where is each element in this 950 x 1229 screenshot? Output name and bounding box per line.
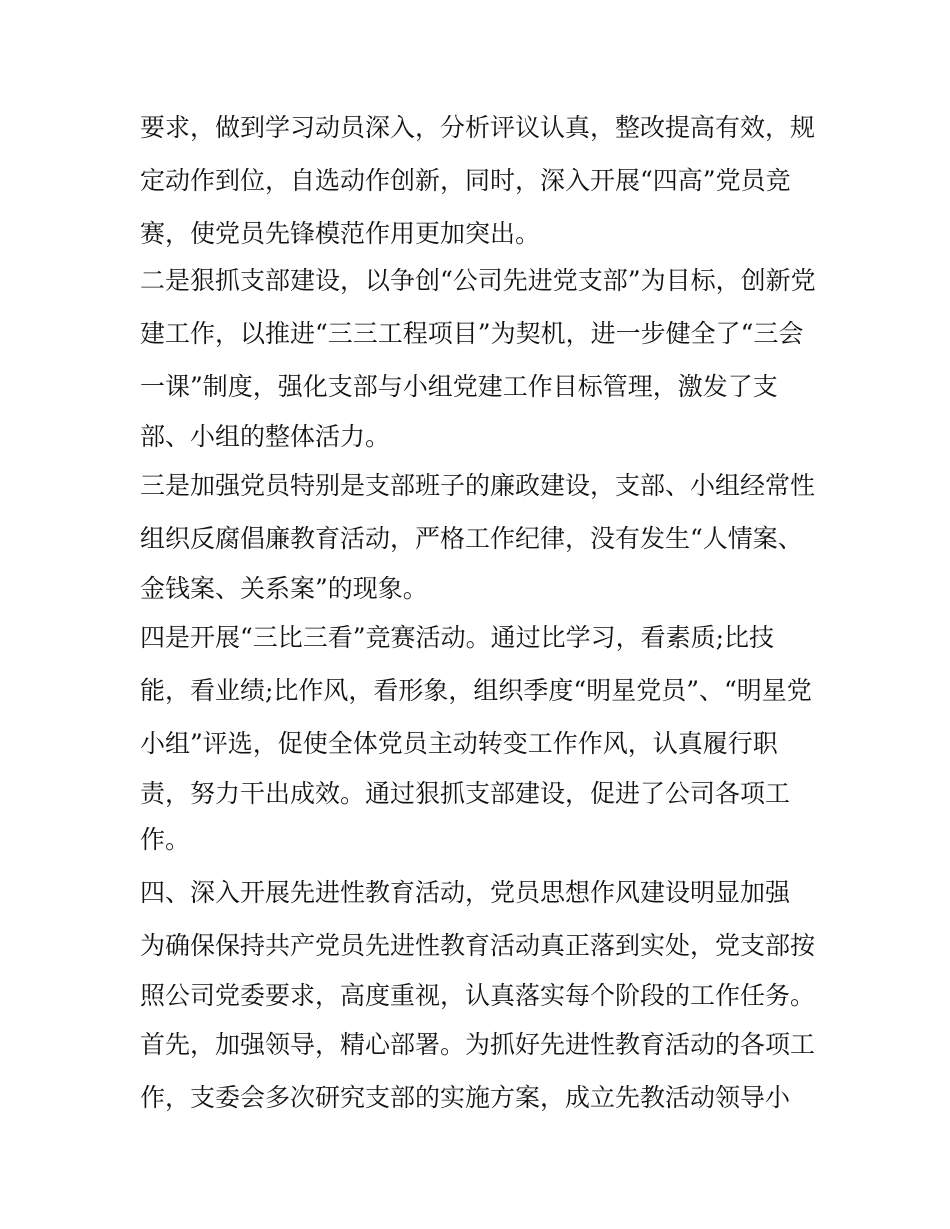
text-line: 能，看业绩;比作风，看形象，组织季度“明星党员”、“明星党	[140, 676, 812, 705]
text-line: 作。	[140, 825, 191, 854]
text-line: 小组”评选，促使全体党员主动转变工作作风，认真履行职	[140, 729, 778, 758]
text-line: 组织反腐倡廉教育活动，严格工作纪律，没有发生“人情案、	[140, 524, 803, 553]
text-line: 责，努力干出成效。通过狠抓支部建设，促进了公司各项工	[140, 779, 791, 808]
text-line: 作，支委会多次研究支部的实施方案，成立先教活动领导小	[140, 1083, 791, 1112]
text-line: 二是狠抓支部建设，以争创“公司先进党支部”为目标，创新党	[140, 266, 816, 295]
text-line: 建工作，以推进“三三工程项目”为契机，进一步健全了“三会	[140, 319, 804, 348]
text-line: 为确保保持共产党员先进性教育活动真正落到实处，党支部按	[140, 931, 816, 960]
text-line: 首先，加强领导，精心部署。为抓好先进性教育活动的各项工	[140, 1030, 816, 1059]
text-line: 定动作到位，自选动作创新，同时，深入开展“四高”党员竞	[140, 166, 791, 195]
text-line: 四是开展“三比三看”竞赛活动。通过比学习，看素质;比技	[140, 623, 774, 652]
text-line: 三是加强党员特别是支部班子的廉政建设，支部、小组经常性	[140, 471, 816, 500]
text-line: 四、深入开展先进性教育活动，党员思想作风建设明显加强	[140, 878, 791, 907]
text-line: 赛，使党员先锋模范作用更加突出。	[140, 219, 541, 248]
text-line: 要求，做到学习动员深入，分析评议认真，整改提高有效，规	[140, 113, 816, 142]
text-line: 照公司党委要求，高度重视，认真落实每个阶段的工作任务。	[140, 981, 816, 1010]
text-line: 部、小组的整体活力。	[140, 422, 391, 451]
text-line: 一课”制度，强化支部与小组党建工作目标管理，激发了支	[140, 372, 778, 401]
text-line: 金钱案、关系案”的现象。	[140, 574, 428, 603]
